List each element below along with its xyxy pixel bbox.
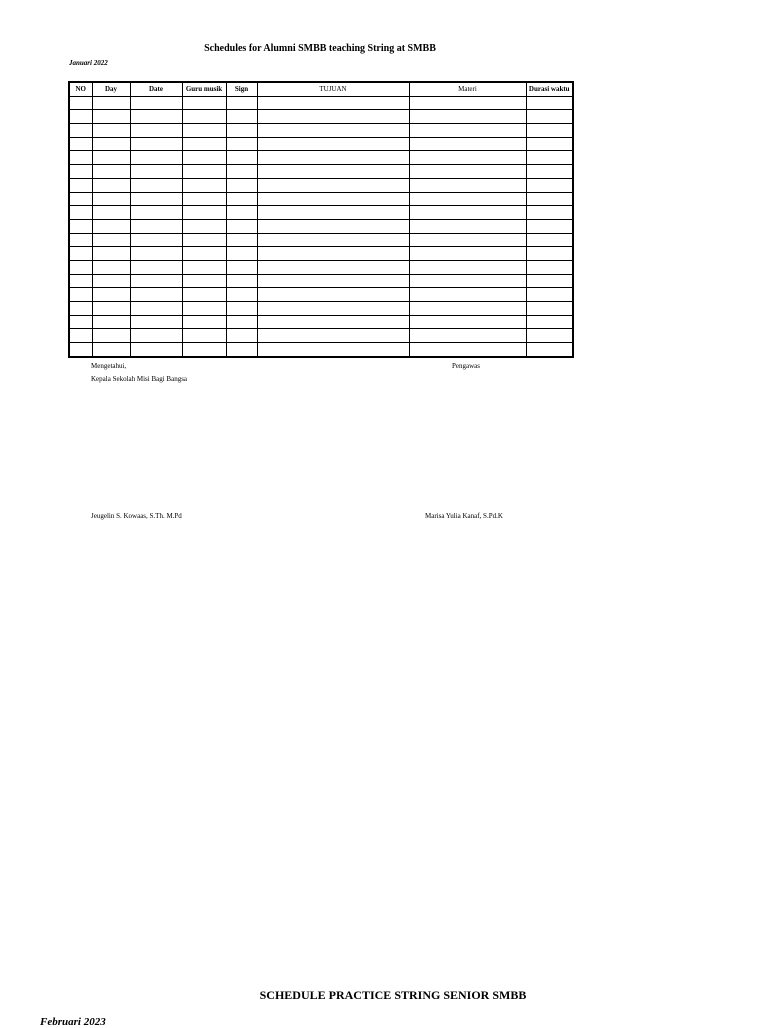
acknowledged-label: Mengetahui, bbox=[91, 362, 127, 370]
table-cell bbox=[92, 110, 130, 124]
table-cell bbox=[182, 315, 226, 329]
schedule-title: Schedules for Alumni SMBB teaching String at SMBB bbox=[204, 43, 436, 54]
table-cell bbox=[130, 315, 182, 329]
supervisor-label: Pengawas bbox=[452, 362, 480, 370]
table-cell bbox=[526, 274, 573, 288]
table-cell bbox=[92, 192, 130, 206]
table-cell bbox=[92, 178, 130, 192]
table-cell bbox=[92, 219, 130, 233]
table-row bbox=[69, 302, 573, 316]
table-cell bbox=[226, 315, 257, 329]
table-cell bbox=[226, 206, 257, 220]
table-cell bbox=[69, 110, 92, 124]
table-row bbox=[69, 315, 573, 329]
table-cell bbox=[69, 315, 92, 329]
table-cell bbox=[409, 137, 526, 151]
table-row bbox=[69, 192, 573, 206]
table-cell bbox=[257, 329, 409, 343]
table-cell bbox=[69, 219, 92, 233]
table-cell bbox=[226, 274, 257, 288]
table-cell bbox=[182, 165, 226, 179]
table-cell bbox=[69, 137, 92, 151]
table-row bbox=[69, 151, 573, 165]
month-label: Januari 2022 bbox=[69, 59, 108, 67]
table-cell bbox=[257, 96, 409, 110]
table-cell bbox=[130, 274, 182, 288]
table-cell bbox=[92, 165, 130, 179]
table-cell bbox=[409, 274, 526, 288]
table-cell bbox=[409, 247, 526, 261]
table-cell bbox=[92, 233, 130, 247]
table-cell bbox=[69, 329, 92, 343]
table-cell bbox=[130, 247, 182, 261]
table-cell bbox=[92, 302, 130, 316]
table-cell bbox=[69, 302, 92, 316]
supervisor-name: Marisa Yulia Kanaf, S.Pd.K bbox=[425, 512, 503, 520]
table-row bbox=[69, 206, 573, 220]
table-cell bbox=[257, 233, 409, 247]
table-cell bbox=[257, 274, 409, 288]
table-cell bbox=[226, 233, 257, 247]
table-cell bbox=[526, 110, 573, 124]
table-cell bbox=[226, 219, 257, 233]
table-cell bbox=[69, 206, 92, 220]
table-cell bbox=[130, 233, 182, 247]
table-cell bbox=[92, 151, 130, 165]
table-cell bbox=[257, 302, 409, 316]
table-cell bbox=[69, 247, 92, 261]
table-cell bbox=[182, 343, 226, 357]
table-cell bbox=[92, 288, 130, 302]
table-cell bbox=[226, 110, 257, 124]
table-cell bbox=[409, 260, 526, 274]
table-cell bbox=[130, 165, 182, 179]
schedule-table bbox=[68, 81, 574, 358]
table-cell bbox=[226, 192, 257, 206]
table-cell bbox=[226, 343, 257, 357]
table-cell bbox=[257, 315, 409, 329]
table-cell bbox=[526, 247, 573, 261]
table-row bbox=[69, 137, 573, 151]
table-cell bbox=[69, 165, 92, 179]
column-header-tujuan: TUJUAN bbox=[257, 82, 409, 96]
table-cell bbox=[130, 329, 182, 343]
table-cell bbox=[526, 96, 573, 110]
table-cell bbox=[92, 247, 130, 261]
table-cell bbox=[409, 206, 526, 220]
practice-month-label: Februari 2023 bbox=[40, 1016, 106, 1028]
table-cell bbox=[526, 260, 573, 274]
table-cell bbox=[130, 178, 182, 192]
column-header-date: Date bbox=[130, 82, 182, 96]
table-cell bbox=[182, 302, 226, 316]
practice-schedule-title: SCHEDULE PRACTICE STRING SENIOR SMBB bbox=[259, 988, 527, 1002]
table-cell bbox=[257, 137, 409, 151]
table-row bbox=[69, 247, 573, 261]
table-cell bbox=[257, 151, 409, 165]
table-cell bbox=[92, 315, 130, 329]
table-cell bbox=[526, 137, 573, 151]
table-cell bbox=[526, 329, 573, 343]
table-cell bbox=[526, 151, 573, 165]
table-cell bbox=[526, 343, 573, 357]
table-cell bbox=[226, 96, 257, 110]
table-row bbox=[69, 219, 573, 233]
table-cell bbox=[226, 247, 257, 261]
table-row bbox=[69, 178, 573, 192]
table-row bbox=[69, 288, 573, 302]
table-cell bbox=[526, 165, 573, 179]
table-cell bbox=[92, 274, 130, 288]
table-cell bbox=[257, 124, 409, 138]
table-cell bbox=[182, 288, 226, 302]
table-cell bbox=[409, 233, 526, 247]
table-cell bbox=[130, 260, 182, 274]
table-cell bbox=[92, 124, 130, 138]
table-cell bbox=[526, 192, 573, 206]
table-cell bbox=[182, 137, 226, 151]
column-header-sign: Sign bbox=[226, 82, 257, 96]
table-cell bbox=[409, 151, 526, 165]
table-cell bbox=[130, 343, 182, 357]
table-cell bbox=[257, 178, 409, 192]
table-cell bbox=[182, 329, 226, 343]
table-cell bbox=[69, 124, 92, 138]
table-cell bbox=[226, 302, 257, 316]
table-cell bbox=[409, 219, 526, 233]
table-cell bbox=[182, 274, 226, 288]
table-cell bbox=[182, 96, 226, 110]
table-row bbox=[69, 329, 573, 343]
table-cell bbox=[226, 288, 257, 302]
table-cell bbox=[526, 219, 573, 233]
table-cell bbox=[130, 219, 182, 233]
table-row bbox=[69, 110, 573, 124]
table-cell bbox=[226, 260, 257, 274]
column-header-day: Day bbox=[92, 82, 130, 96]
table-row bbox=[69, 343, 573, 357]
table-cell bbox=[257, 192, 409, 206]
table-cell bbox=[409, 315, 526, 329]
table-cell bbox=[69, 233, 92, 247]
table-cell bbox=[409, 124, 526, 138]
table-cell bbox=[130, 110, 182, 124]
table-cell bbox=[257, 206, 409, 220]
table-row bbox=[69, 165, 573, 179]
table-cell bbox=[92, 137, 130, 151]
table-cell bbox=[526, 233, 573, 247]
table-row bbox=[69, 274, 573, 288]
table-cell bbox=[69, 274, 92, 288]
table-cell bbox=[257, 260, 409, 274]
table-cell bbox=[130, 288, 182, 302]
table-cell bbox=[526, 178, 573, 192]
table-cell bbox=[226, 137, 257, 151]
table-cell bbox=[92, 206, 130, 220]
table-cell bbox=[182, 110, 226, 124]
table-cell bbox=[257, 110, 409, 124]
table-cell bbox=[182, 178, 226, 192]
table-cell bbox=[409, 343, 526, 357]
table-cell bbox=[92, 343, 130, 357]
column-header-durasi-waktu: Durasi waktu bbox=[526, 82, 573, 96]
table-header-row bbox=[69, 82, 573, 96]
table-cell bbox=[226, 329, 257, 343]
table-cell bbox=[257, 343, 409, 357]
column-header-materi: Materi bbox=[409, 82, 526, 96]
table-cell bbox=[182, 151, 226, 165]
table-cell bbox=[92, 260, 130, 274]
table-cell bbox=[182, 192, 226, 206]
table-cell bbox=[92, 96, 130, 110]
table-cell bbox=[409, 288, 526, 302]
table-cell bbox=[409, 165, 526, 179]
table-cell bbox=[182, 206, 226, 220]
table-cell bbox=[69, 260, 92, 274]
table-cell bbox=[182, 233, 226, 247]
table-cell bbox=[130, 151, 182, 165]
table-cell bbox=[526, 288, 573, 302]
table-cell bbox=[409, 178, 526, 192]
table-cell bbox=[69, 343, 92, 357]
table-cell bbox=[182, 219, 226, 233]
table-row bbox=[69, 233, 573, 247]
table-row bbox=[69, 260, 573, 274]
table-cell bbox=[130, 206, 182, 220]
table-cell bbox=[226, 124, 257, 138]
table-cell bbox=[69, 96, 92, 110]
principal-name: Jeugelin S. Kowaas, S.Th. M.Pd bbox=[91, 512, 182, 520]
table-cell bbox=[69, 192, 92, 206]
table-cell bbox=[182, 260, 226, 274]
table-cell bbox=[526, 315, 573, 329]
table-cell bbox=[130, 96, 182, 110]
table-cell bbox=[257, 247, 409, 261]
table-cell bbox=[92, 329, 130, 343]
column-header-guru-musik: Guru musik bbox=[182, 82, 226, 96]
table-cell bbox=[409, 96, 526, 110]
table-cell bbox=[226, 151, 257, 165]
table-cell bbox=[409, 302, 526, 316]
table-cell bbox=[526, 302, 573, 316]
table-cell bbox=[409, 329, 526, 343]
table-cell bbox=[182, 124, 226, 138]
table-cell bbox=[130, 192, 182, 206]
table-row bbox=[69, 124, 573, 138]
table-cell bbox=[69, 288, 92, 302]
table-cell bbox=[257, 288, 409, 302]
table-cell bbox=[130, 302, 182, 316]
table-cell bbox=[409, 192, 526, 206]
table-cell bbox=[130, 137, 182, 151]
table-cell bbox=[226, 178, 257, 192]
column-header-no: NO bbox=[69, 82, 92, 96]
table-cell bbox=[182, 247, 226, 261]
table-cell bbox=[69, 151, 92, 165]
principal-title: Kepala Sekolah Misi Bagi Bangsa bbox=[91, 375, 188, 383]
table-row bbox=[69, 96, 573, 110]
table-cell bbox=[409, 110, 526, 124]
table-cell bbox=[257, 165, 409, 179]
table-cell bbox=[130, 124, 182, 138]
table-cell bbox=[526, 206, 573, 220]
table-cell bbox=[226, 165, 257, 179]
table-cell bbox=[526, 124, 573, 138]
table-cell bbox=[69, 178, 92, 192]
table-cell bbox=[257, 219, 409, 233]
